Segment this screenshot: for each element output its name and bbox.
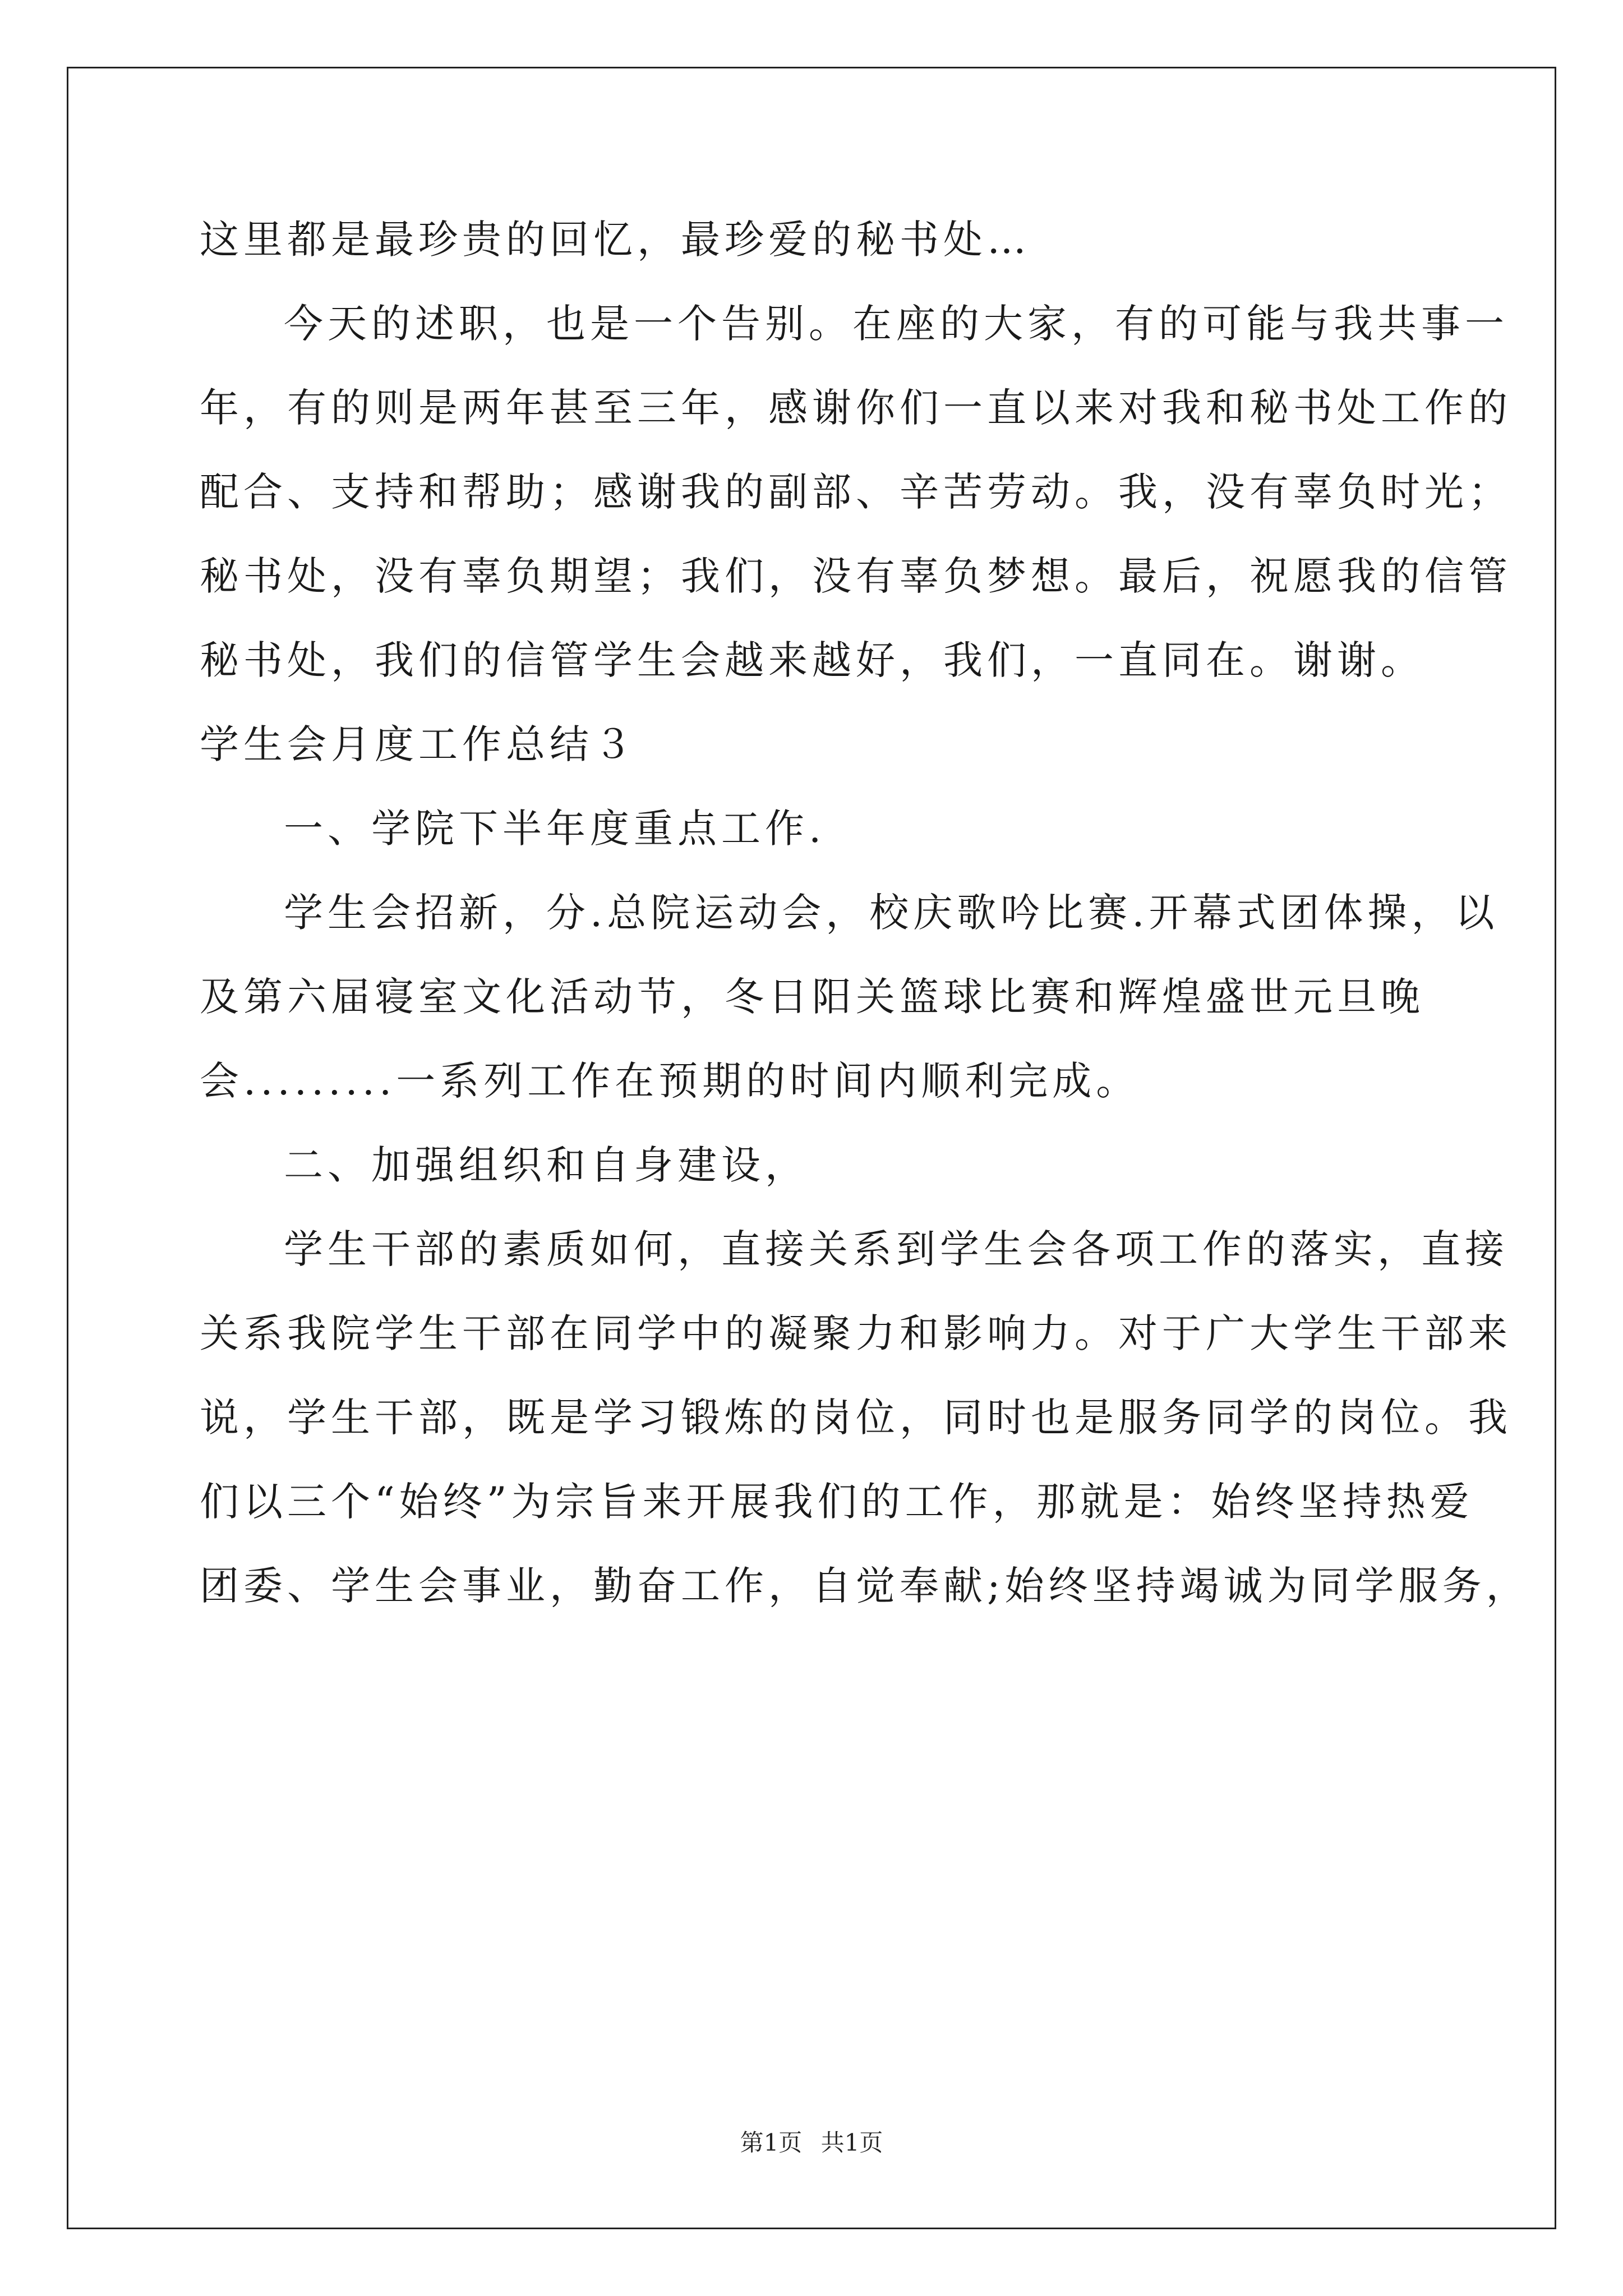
text-line: 说，学生干部，既是学习锻炼的岗位，同时也是服务同学的岗位。我 bbox=[200, 1395, 1512, 1441]
text-line: 这里都是最珍贵的回忆，最珍爱的秘书处… bbox=[200, 217, 1031, 263]
text-line: 今天的述职，也是一个告别。在座的大家，有的可能与我共事一 bbox=[284, 301, 1509, 347]
text-line: 二、加强组织和自身建设， bbox=[284, 1142, 809, 1188]
page-number: 第1页 bbox=[740, 2129, 803, 2156]
page-footer bbox=[0, 2129, 1623, 2157]
text-line: 秘书处，我们的信管学生会越来越好，我们，一直同在。谢谢。 bbox=[200, 637, 1424, 683]
page-total: 共1页 bbox=[820, 2129, 883, 2156]
text-line: 秘书处，没有辜负期望；我们，没有辜负梦想。最后，祝愿我的信管 bbox=[200, 553, 1512, 599]
text-line: 学生干部的素质如何，直接关系到学生会各项工作的落实，直接 bbox=[284, 1226, 1509, 1272]
text-line: 关系我院学生干部在同学中的凝聚力和影响力。对于广大学生干部来 bbox=[200, 1310, 1512, 1356]
text-line: 一、学院下半年度重点工作. bbox=[284, 806, 826, 852]
text-line: 们以三个“始终”为宗旨来开展我们的工作，那就是：始终坚持热爱 bbox=[200, 1479, 1474, 1525]
text-line: 团委、学生会事业，勤奋工作，自觉奉献;始终坚持竭诚为同学服务， bbox=[200, 1563, 1530, 1609]
section-heading: 学生会月度工作总结３ bbox=[200, 721, 637, 767]
text-line: 学生会招新，分.总院运动会，校庆歌吟比赛.开幕式团体操，以 bbox=[284, 890, 1499, 936]
text-line: 会.........一系列工作在预期的时间内顺利完成。 bbox=[200, 1058, 1140, 1104]
text-line: 及第六届寝室文化活动节，冬日阳关篮球比赛和辉煌盛世元旦晚 bbox=[200, 974, 1424, 1020]
text-line: 配合、支持和帮助；感谢我的副部、辛苦劳动。我，没有辜负时光； bbox=[200, 469, 1512, 515]
text-line: 年，有的则是两年甚至三年，感谢你们一直以来对我和秘书处工作的 bbox=[200, 385, 1512, 431]
